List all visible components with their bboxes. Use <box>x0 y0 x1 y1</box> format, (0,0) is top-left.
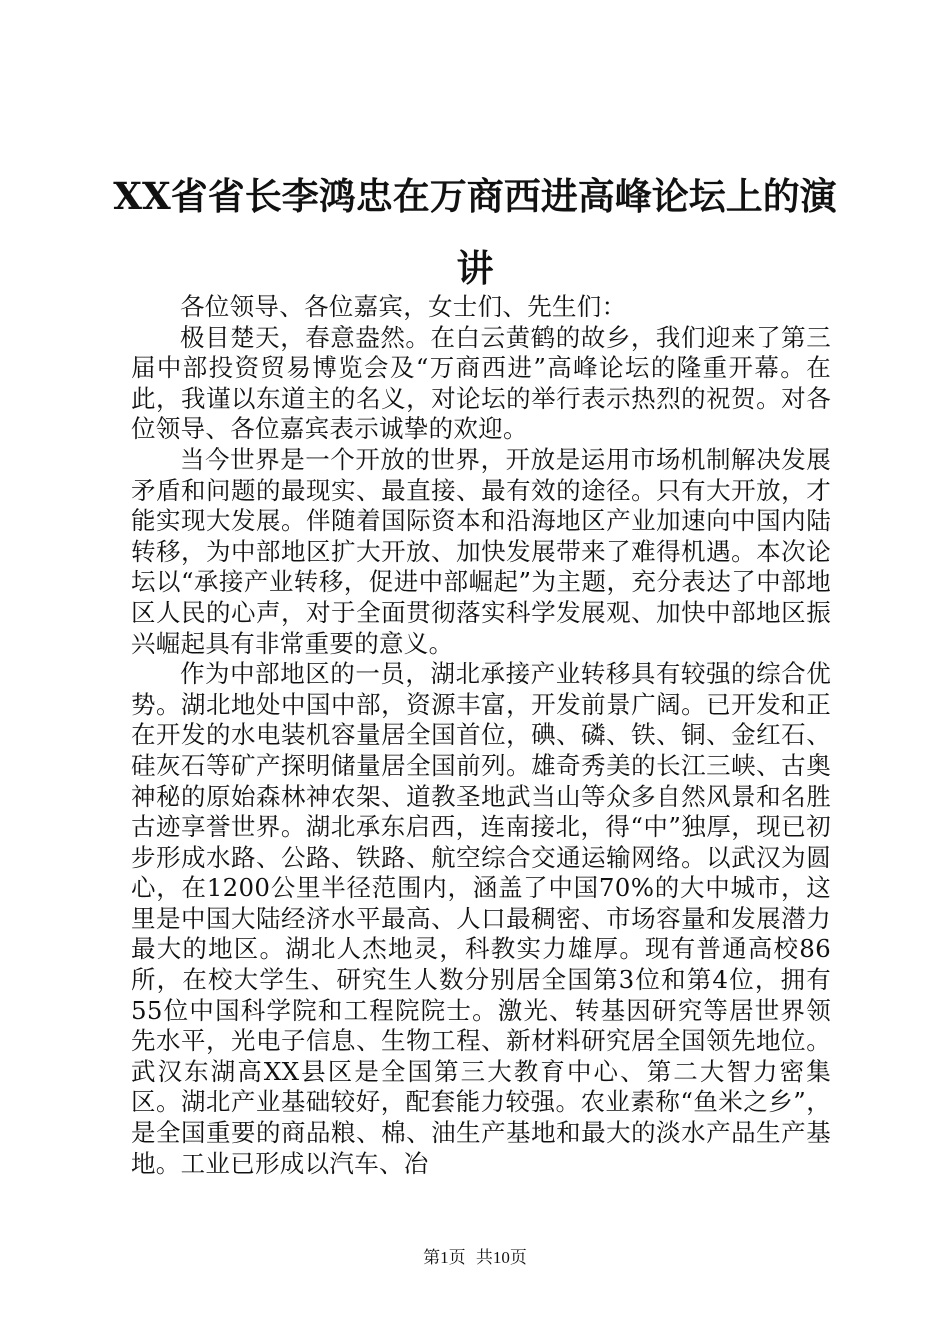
page-footer <box>0 1243 950 1268</box>
page-number: 第1页 <box>423 1248 466 1267</box>
page-total: 共10页 <box>475 1248 527 1267</box>
salutation-paragraph: 各位领导、各位嘉宾，女士们、先生们： <box>180 292 627 321</box>
document-body <box>131 292 831 1179</box>
document-title: XX省省长李鸿忠在万商西进高峰论坛上的演讲 <box>113 174 837 290</box>
body-paragraph: 作为中部地区的一员，湖北承接产业转移具有较强的综合优势。湖北地处中国中部，资源丰富，开发前景广阔。已开发和正在开发的水电装机容量居全国首位，碘、磷、铁、铜、金红石、硅灰石等矿产探明储量居全国前列。雄奇秀美的长江三峡、古奥神秘的原始森林神农架、道教圣地武当山等众多自然风景和名胜古迹享誉世界。湖北承东启西，连南接北，得“中”独厚，现已初步形成水路、公路、铁路、航空综合交通运输网络。以武汉为圆心，在1200公里半径范围内，涵盖了中国70%的大中城市，这里是中国大陆经济水平最高、人口最稠密、市场容量和发展潜力最大的地区。湖北人杰地灵，科教实力雄厚。现有普通高校86所，在校大学生、研究生人数分别居全国第3位和第4位，拥有55位中国科学院和工程院院士。激光、转基因研究等居世界领先水平，光电子信息、生物工程、新材料研究居全国领先地位。武汉东湖高XX县区是全国第三大教育中心、第二大智力密集区。湖北产业基础较好，配套能力较强。农业素称“鱼米之乡”，是全国重要的商品粮、棉、油生产基地和最大的淡水产品生产基地。工业已形成以汽车、冶 <box>131 659 831 1178</box>
body-paragraph: 极目楚天，春意盎然。在白云黄鹤的故乡，我们迎来了第三届中部投资贸易博览会及“万商西进”高峰论坛的隆重开幕。在此，我谨以东道主的名义，对论坛的举行表示热烈的祝贺。对各位领导、各位嘉宾表示诚挚的欢迎。 <box>131 322 831 444</box>
body-paragraph: 当今世界是一个开放的世界，开放是运用市场机制解决发展矛盾和问题的最现实、最直接、最有效的途径。只有大开放，才能实现大发展。伴随着国际资本和沿海地区产业加速向中国内陆转移，为中部地区扩大开放、加快发展带来了难得机遇。本次论坛以“承接产业转移，促进中部崛起”为主题，充分表达了中部地区人民的心声，对于全面贯彻落实科学发展观、加快中部地区振兴崛起具有非常重要的意义。 <box>131 444 831 658</box>
